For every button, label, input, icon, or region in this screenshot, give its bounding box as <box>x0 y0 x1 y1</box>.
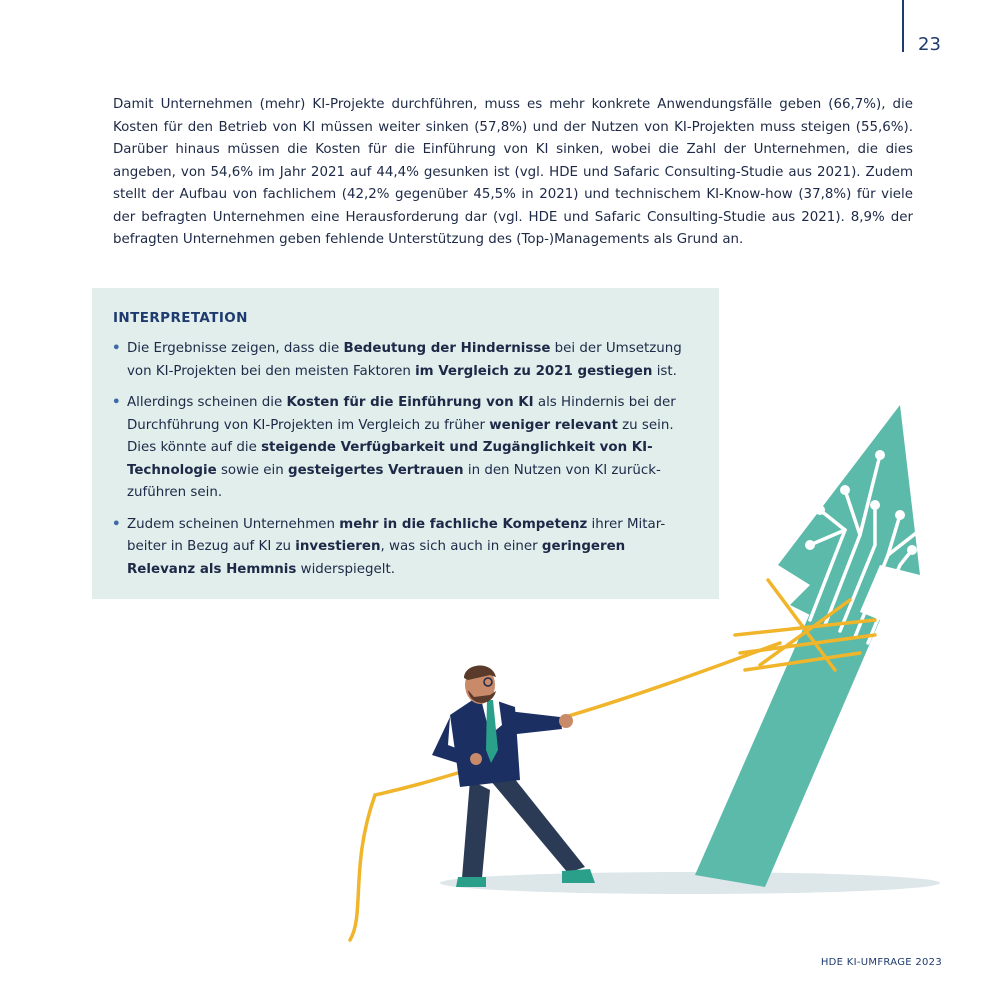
emphasis-text: im Vergleich zu 2021 gestiegen <box>415 363 653 379</box>
item-text: sowie ein <box>216 462 288 478</box>
item-text: ist. <box>652 363 677 379</box>
circuit-arrow-icon <box>695 405 925 887</box>
emphasis-text: investieren <box>295 539 381 554</box>
page-divider-line <box>902 0 904 52</box>
businessman-icon <box>432 665 595 887</box>
body-paragraph: Damit Unternehmen (mehr) KI-Projekte durchführen, muss es mehr konkrete Anwendungsfälle geben (66,7%), die Kosten für den Betrieb von KI müssen weiter sinken (57,8%) und der Nutzen von KI-Projekten muss steigen (55,6%). Darüber hinaus müssen die Kosten für die Einführung von KI sinken, wobei die Zahl der Unternehmen, die dies angeben, von 54,6% im Jahr 2021 auf 44,4% gesunken ist (vgl. HDE und Safaric Consulting-Studie aus 2021). Zudem stellt der Aufbau von fachlichem (42,2% gegenüber 45,5% in 2021) und technischem KI-Know-how (37,8%) für viele der befragten Unternehmen eine Herausforderung dar (vgl. HDE und Safaric Consulting-Studie aus 2021). 8,9% der befragten Unternehmen geben fehlende Unterstützung des (Top-)Managements als Grund an. <box>113 97 913 247</box>
item-text: widerspiegelt. <box>296 561 395 577</box>
item-text: , was sich auch in einer <box>380 539 542 554</box>
bullet-icon: • <box>112 516 121 532</box>
emphasis-text: mehr in die fachliche Kompetenz <box>339 516 588 532</box>
item-text: bei der Umsetzung von KI-Projekten bei den meisten Faktoren <box>127 341 682 379</box>
item-text: zu sein. Dies könnte auf die <box>127 417 674 455</box>
page-number: 23 <box>918 34 941 55</box>
ground-shadow <box>440 872 940 894</box>
emphasis-text: Bedeutung der Hindernisse <box>343 341 551 356</box>
bullet-icon: • <box>112 395 121 410</box>
emphasis-text: gesteigertes Vertrauen <box>287 462 464 478</box>
emphasis-text: weniger relevant <box>489 417 618 433</box>
item-text: Die Ergebnisse zeigen, dass die <box>127 341 344 356</box>
emphasis-text: geringeren Relevanz als Hemmnis <box>127 539 626 577</box>
item-text: in den Nutzen von KI zurück-zuführen sein. <box>127 462 661 500</box>
item-text: Allerdings scheinen die <box>127 395 287 410</box>
interpretation-title: INTERPRETATION <box>113 310 248 326</box>
tug-of-war-illustration <box>340 395 950 955</box>
emphasis-text: Kosten für die Einführung von KI <box>286 395 534 410</box>
bullet-icon: • <box>112 341 121 356</box>
item-text: Zudem scheinen Unternehmen <box>127 516 340 532</box>
item-text: als Hindernis bei der Durchführung von KI-Projekten im Vergleich zu früher <box>127 395 676 433</box>
interpretation-item <box>112 338 692 383</box>
footer-label: HDE KI-UMFRAGE 2023 <box>820 957 942 968</box>
emphasis-text: steigende Verfügbarkeit und Zugänglichkeit von KI-Technologie <box>127 440 653 478</box>
item-text: ihrer Mitar-beiter in Bezug auf KI zu <box>127 516 666 554</box>
